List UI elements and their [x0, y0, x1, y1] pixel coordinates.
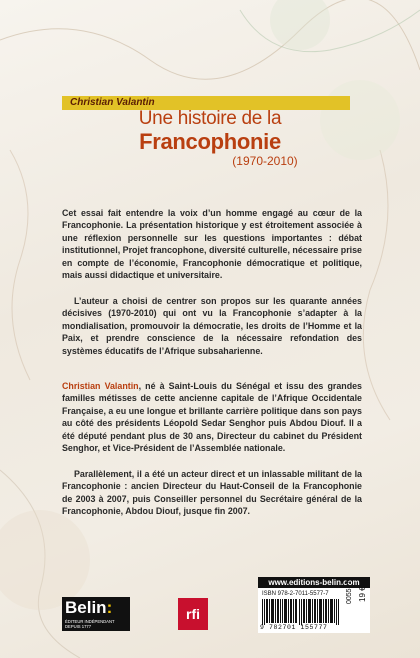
author-bio-paragraph [62, 380, 362, 454]
product-code: 005577 [346, 580, 353, 604]
price: 19 € [358, 586, 367, 602]
author-career-paragraph: Parallèlement, il a été un acteur direct et un inlassable militant de la Francophonie : ancien Directeur du Haut-Conseil de la Francophonie de 2003 à 2007, puis Conseiller personnel du Secrétaire général de la Francophonie, Abdou Diouf, jusque fin 2007. [62, 469, 362, 517]
barcode-digits: 9 782701 155777 [260, 624, 328, 631]
rfi-logo: rfi [178, 598, 208, 630]
belin-tagline-2: DEPUIS 1777 [65, 624, 92, 629]
barcode-icon [262, 599, 342, 625]
bio-text: , né à Saint-Louis du Sénégal et issu des grandes familles métisses de cette ancienne capitale de l’Afrique Occidentale Française, a eu une longue et brillante carrière politique dans son pays au côté des présidents Léopold Sedar Senghor puis Abdou Diouf. Il a été député pendant plus de 30 ans, Directeur du cabinet du Président Senghor, et Vice-Président de l’Assemblée nationale. [62, 381, 362, 454]
author-bar: Christian Valantin [62, 96, 350, 110]
belin-logo [62, 597, 130, 631]
title-line-2: Francophonie [139, 129, 281, 154]
bio-author-name: Christian Valantin [62, 381, 139, 391]
publisher-url: www.editions-belin.com [258, 577, 370, 588]
summary-paragraph-1: Cet essai fait entendre la voix d’un homme engagé au cœur de la Francophonie. La présentation historique y est étroitement associée à une réflexion personnelle sur les questions importantes : débat institutionnel, Projet francophone, diversité culturelle, nécessaire prise en compte de l’économie, Francophonie démocratique et politique, mais aussi didactique et universitaire. [62, 208, 362, 281]
belin-tagline-1: ÉDITEUR INDÉPENDANT [65, 619, 115, 624]
title-years: (1970-2010) [232, 154, 298, 168]
title-line-1: Une histoire de la [138, 108, 282, 129]
book-title [70, 108, 350, 168]
belin-name: Belin: [65, 598, 113, 617]
isbn: ISBN 978-2-7011-5577-7 [262, 591, 329, 597]
summary-paragraph-2: L’auteur a choisi de centrer son propos sur les quarante années décisives (1970-2010) qui ont vu la Francophonie s’adapter à la mondialisation, promouvoir la démocratie, les droits de l’Homme et la Paix, et prendre conscience de la nécessaire refondation des systèmes éducatifs de l’Afrique subsaharienne. [62, 296, 362, 356]
